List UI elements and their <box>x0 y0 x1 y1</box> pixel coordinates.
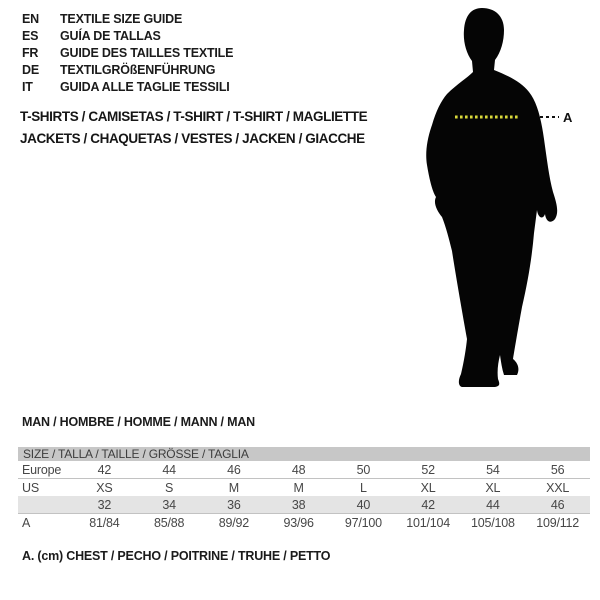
size-cell: 44 <box>137 461 202 479</box>
row-label: A <box>22 515 31 530</box>
size-cell: 36 <box>202 496 267 514</box>
size-cell: M <box>228 480 239 495</box>
language-title: GUIDE DES TAILLES TEXTILE <box>60 45 234 60</box>
size-cell: 105/108 <box>470 515 515 530</box>
measurement-footnote: A. (cm) CHEST / PECHO / POITRINE / TRUHE / PETTO <box>22 549 331 563</box>
size-cell: 101/104 <box>406 515 451 530</box>
size-cell: 56 <box>525 461 590 479</box>
size-cell: M <box>293 480 304 495</box>
language-title: TEXTILGRÖßENFÜHRUNG <box>60 62 216 77</box>
size-cell: 109/112 <box>536 515 580 530</box>
man-silhouette-graphic <box>412 5 600 401</box>
language-code: DE <box>22 62 39 77</box>
size-cell: XL <box>420 480 436 495</box>
size-cell: XS <box>96 480 113 495</box>
size-cell: 34 <box>137 496 202 514</box>
language-code: ES <box>22 28 39 43</box>
measure-label-a: A <box>563 110 573 125</box>
row-label: US <box>22 480 39 495</box>
size-cell: 42 <box>396 496 461 514</box>
category-line-tshirts: T-SHIRTS / CAMISETAS / T-SHIRT / T-SHIRT / MAGLIETTE <box>20 109 368 124</box>
language-title: TEXTILE SIZE GUIDE <box>60 11 183 26</box>
size-cell: 54 <box>461 461 526 479</box>
language-row-es <box>22 27 233 44</box>
size-table-header: SIZE / TALLA / TAILLE / GRÖSSE / TAGLIA <box>18 447 590 461</box>
size-cell: 46 <box>525 496 590 514</box>
size-cell: 40 <box>331 496 396 514</box>
category-line-jackets: JACKETS / CHAQUETAS / VESTES / JACKEN / GIACCHE <box>20 131 365 146</box>
language-title: GUIDA ALLE TAGLIE TESSILI <box>60 79 230 94</box>
size-cell: 85/88 <box>153 515 185 530</box>
size-cell: 42 <box>72 461 137 479</box>
size-cell: XXL <box>546 480 570 495</box>
section-title-man: MAN / HOMBRE / HOMME / MANN / MAN <box>22 415 255 429</box>
size-cell: 38 <box>266 496 331 514</box>
size-cell: 44 <box>461 496 526 514</box>
size-cell: 93/96 <box>283 515 314 530</box>
size-cell: 46 <box>202 461 267 479</box>
language-code: FR <box>22 45 39 60</box>
size-cell: 52 <box>396 461 461 479</box>
size-cell: 50 <box>331 461 396 479</box>
size-cell: 81/84 <box>89 515 120 530</box>
table-row-us-numeric <box>18 496 590 514</box>
language-list <box>22 10 233 95</box>
language-code: EN <box>22 11 39 26</box>
size-table-header-row <box>18 447 590 461</box>
table-row-us <box>18 479 590 497</box>
size-cell: S <box>165 480 174 495</box>
table-row-europe <box>18 461 590 479</box>
language-title: GUÍA DE TALLAS <box>60 28 161 43</box>
size-cell: 97/100 <box>344 515 382 530</box>
language-row-it <box>22 78 233 95</box>
category-lines <box>20 106 367 150</box>
figure-panel <box>412 5 600 401</box>
size-cell: 32 <box>72 496 137 514</box>
language-row-de <box>22 61 233 78</box>
size-cell: L <box>359 480 367 495</box>
size-cell: 48 <box>266 461 331 479</box>
row-label <box>18 496 72 514</box>
row-label: Europe <box>18 461 72 479</box>
language-row-en <box>22 10 233 27</box>
size-cell: XL <box>485 480 501 495</box>
language-row-fr <box>22 44 233 61</box>
table-row-chest-a <box>18 514 590 532</box>
size-cell: 89/92 <box>218 515 250 530</box>
man-silhouette <box>426 8 557 387</box>
size-table <box>18 447 590 531</box>
language-code: IT <box>22 79 33 94</box>
